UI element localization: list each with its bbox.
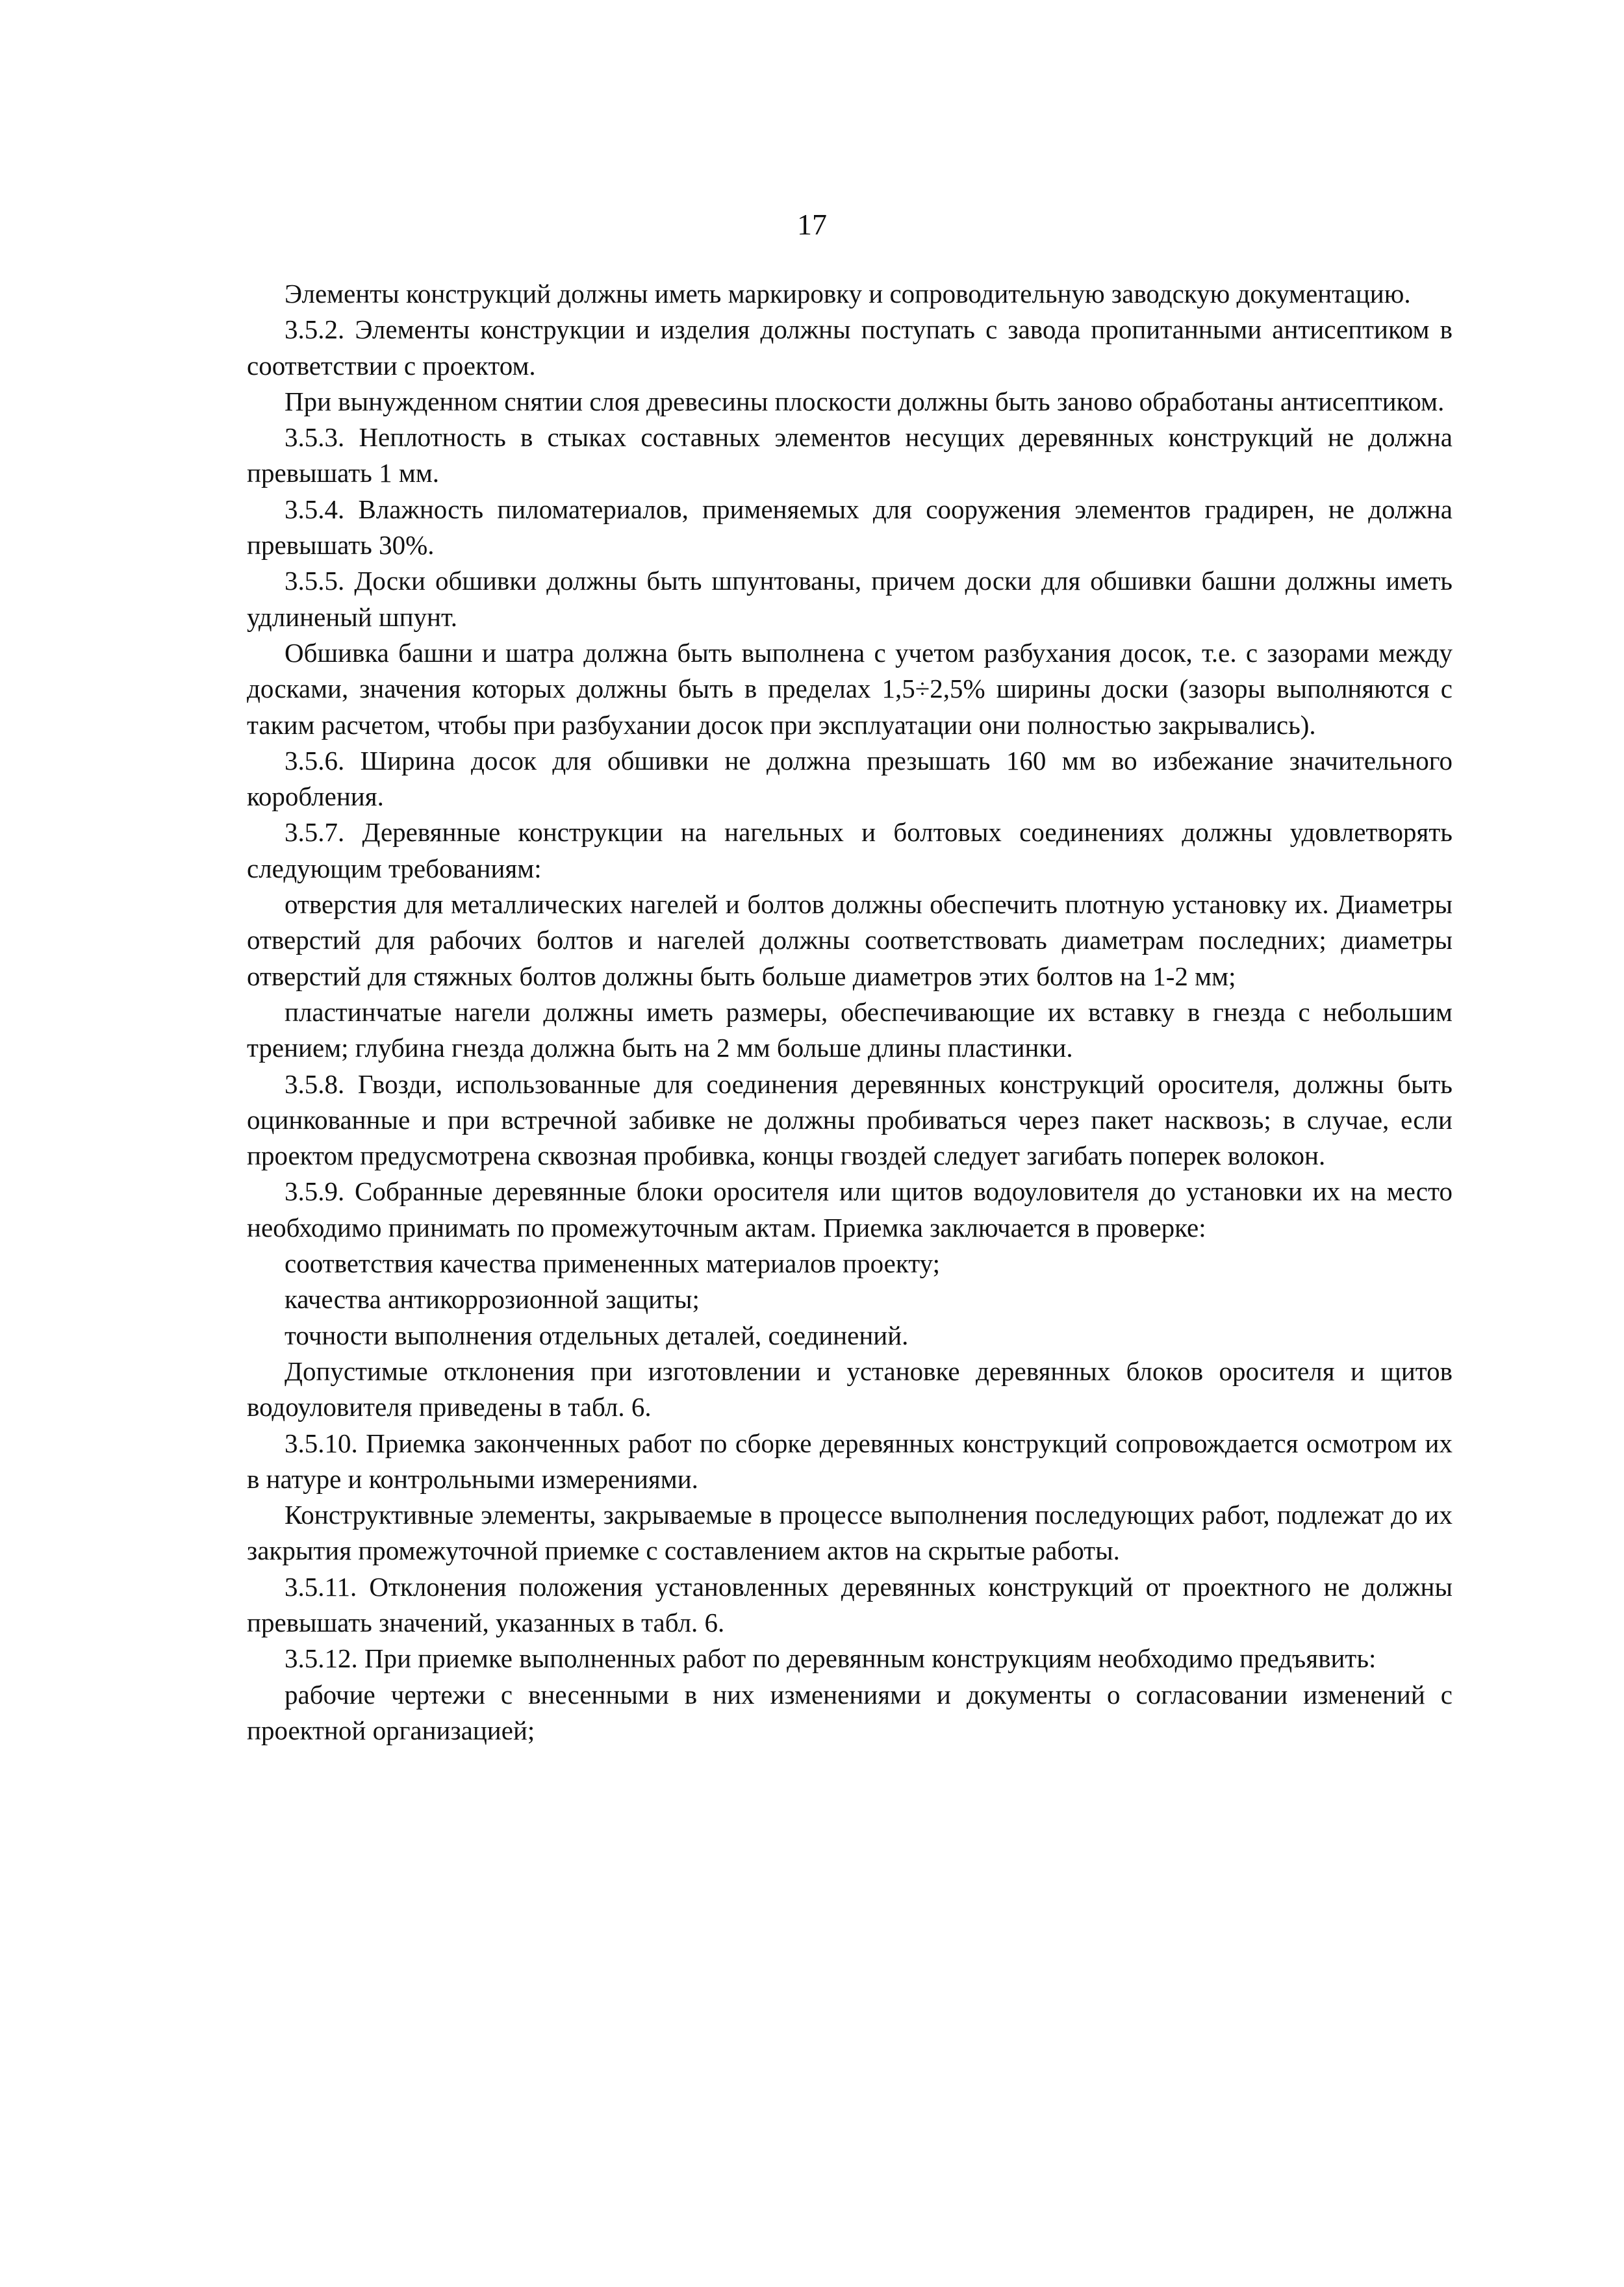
paragraph: Конструктивные элементы, закрываемые в процессе выполнения последующих работ, подлежат до их закрытия промежуточной приемке с составлением актов на скрытые работы. <box>247 1500 1453 1566</box>
paragraph: 3.5.10. Приемка законченных работ по сборке деревянных конструкций сопровождается осмотром их в натуре и контрольными измерениями. <box>247 1428 1453 1494</box>
body-text <box>247 276 1453 1749</box>
paragraph: Обшивка башни и шатра должна быть выполнена с учетом разбухания досок, т.е. с зазорами между досками, значения которых должны быть в пределах 1,5÷2,5% ширины доски (зазоры выполняются с таким расчетом, чтобы при разбухании досок при эксплуатации они полностью закрывались). <box>247 637 1453 740</box>
paragraph: 3.5.8. Гвозди, использованные для соединения деревянных конструкций оросителя, должны быть оцинкованные и при встречной забивке не должны пробиваться через пакет насквозь; в случае, если проектом предусмотрена сквозная пробивка, концы гвоздей следует загибать поперек волокон. <box>247 1068 1453 1171</box>
paragraph: Допустимые отклонения при изготовлении и установке деревянных блоков оросителя и щитов водоуловителя приведены в табл. 6. <box>247 1356 1453 1422</box>
paragraph: рабочие чертежи с внесенными в них изменениями и документы о согласовании изменений с проектной организацией; <box>247 1679 1453 1745</box>
paragraph: 3.5.3. Неплотность в стыках составных элементов несущих деревянных конструкций не должна превышать 1 мм. <box>247 422 1453 488</box>
paragraph: отверстия для металлических нагелей и болтов должны обеспечить плотную установку их. Диаметры отверстий для рабочих болтов и нагелей должны соответствовать диаметрам последних; диаметры отверстий для стяжных болтов должны быть больше диаметров этих болтов на 1-2 мм; <box>247 889 1453 991</box>
paragraph: 3.5.2. Элементы конструкции и изделия должны поступать с завода пропитанными антисептиком в соответствии с проектом. <box>247 314 1453 381</box>
paragraph: 3.5.7. Деревянные конструкции на нагельных и болтовых соединениях должны удовлетворять следующим требованиям: <box>247 817 1453 883</box>
paragraph: 3.5.4. Влажность пиломатериалов, применяемых для сооружения элементов градирен, не должна превышать 30%. <box>247 494 1453 561</box>
paragraph: 3.5.9. Собранные деревянные блоки оросителя или щитов водоуловителя до установки их на место необходимо принимать по промежуточным актам. Приемка заключается в проверке: <box>247 1176 1453 1243</box>
paragraph: качества антикоррозионной защиты; <box>285 1284 700 1315</box>
paragraph: 3.5.6. Ширина досок для обшивки не должна презышать 160 мм во избежание значительного коробления. <box>247 745 1453 812</box>
page-number: 17 <box>797 208 827 241</box>
paragraph: 3.5.5. Доски обшивки должны быть шпунтованы, причем доски для обшивки башни должны иметь удлиненый шпунт. <box>247 566 1453 632</box>
paragraph: Элементы конструкций должны иметь маркировку и сопроводительную заводскую документацию. <box>285 279 1411 309</box>
paragraph: При вынужденном снятии слоя древесины плоскости должны быть заново обработаны антисептиком. <box>285 386 1445 416</box>
paragraph: точности выполнения отдельных деталей, соединений. <box>285 1320 909 1350</box>
paragraph: 3.5.11. Отклонения положения установленных деревянных конструкций от проектного не должны превышать значений, указанных в табл. 6. <box>247 1571 1453 1637</box>
paragraph: 3.5.12. При приемке выполненных работ по деревянным конструкциям необходимо предъявить: <box>285 1643 1377 1674</box>
paragraph: пластинчатые нагели должны иметь размеры, обеспечивающие их вставку в гнезда с небольшим трением; глубина гнезда должна быть на 2 мм больше длины пластинки. <box>247 996 1453 1063</box>
paragraph: соответствия качества примененных материалов проекту; <box>285 1248 940 1279</box>
